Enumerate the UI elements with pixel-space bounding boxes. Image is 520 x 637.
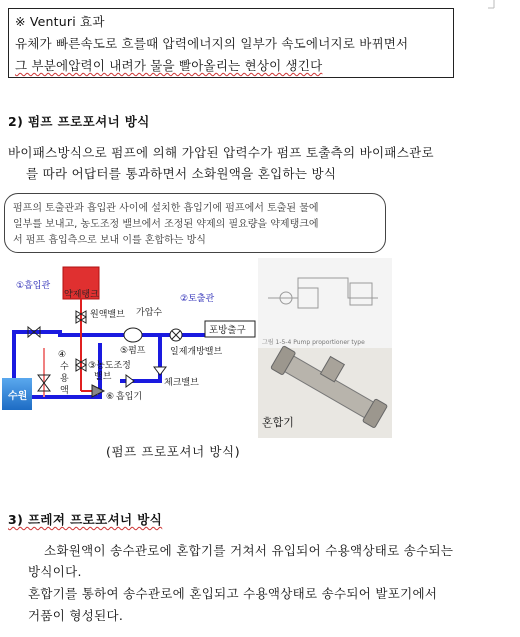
section3-para1-line-2: 방식이다.	[28, 564, 82, 579]
discharge-pipe-label: ②토출관	[180, 294, 215, 304]
venturi-note-box	[8, 8, 454, 78]
pump-label: ⑤펌프	[120, 346, 146, 356]
mixing-liquid-label-4: 액	[60, 386, 69, 396]
mixer-photo	[258, 258, 392, 438]
mixer-label: 혼합기	[262, 416, 294, 429]
section3-para2-line-2: 거품이 형성된다.	[28, 608, 124, 623]
callout-line-3: 서 펌프 흡입측으로 보내 이를 혼합하는 방식	[13, 235, 206, 246]
section2-heading: 2) 펌프 프로포셔너 방식	[8, 114, 150, 129]
inductor-num-label: ⑥	[106, 392, 115, 402]
note-line-2: 유체가 빠른속도로 흐를때 압력에너지의 일부가 속도에너지로 바뀌면서	[15, 36, 409, 51]
water-source-label: 수원	[8, 391, 28, 402]
callout-line-2: 일부를 보내고, 농도조정 밸브에서 조정된 약제의 필요량을 약제탱크에	[13, 219, 319, 230]
concentration-valve-label-1: ③농도조정	[88, 361, 131, 371]
mixing-liquid-label-3: 용	[60, 374, 69, 384]
source-valve-label: 원액밸브	[90, 310, 125, 320]
section2-para-line-2: 를 따라 어답터를 통과하면서 소화원액을 혼입하는 방식	[26, 166, 337, 181]
pressurized-water-label: 가압수	[136, 308, 163, 318]
check-valve-label: 체크밸브	[164, 378, 199, 388]
mixing-liquid-label-1: ④	[58, 350, 67, 360]
note-line-1: ※ Venturi 효과	[15, 14, 105, 29]
pump-icon	[124, 328, 142, 342]
note-line-3: 그 부분에압력이 내려가 물을 빨아올리는 현상이 생긴다	[15, 58, 323, 73]
page-corner-mark	[486, 0, 520, 14]
deluge-valve-label: 일제개방밸브	[170, 347, 223, 357]
suction-pipe-label: ①흡입관	[16, 281, 51, 291]
diagram-caption: (펌프 프로포셔너 방식)	[106, 444, 241, 459]
pump-arrow-icon	[126, 375, 134, 387]
check-valve-icon	[154, 367, 166, 375]
photo-caption: 그림 1-5-4 Pump proportioner type	[262, 339, 365, 346]
callout-box	[4, 193, 386, 253]
foam-tank-label: 약제탱크	[64, 290, 99, 300]
section3-heading: 3) 프레져 프로포셔너 방식	[8, 512, 163, 527]
section2-para-line-1: 바이패스방식으로 펌프에 의해 가압된 압력수가 펌프 토출측의 바이패스관로	[8, 145, 434, 160]
bypass-pipe-line	[120, 335, 160, 381]
section3-para1-line-1: 소화원액이 송수관로에 혼합기를 거쳐서 유입되어 수용액상태로 송수되는	[44, 543, 454, 558]
callout-line-1: 펌프의 토출관과 흡입관 사이에 설치한 흡입기에 펌프에서 토출된 물에	[13, 203, 319, 214]
inductor-label: 흡입기	[116, 392, 143, 402]
foam-outlet-label: 포방출구	[209, 325, 246, 336]
concentration-valve-label-2: 밸브	[94, 372, 112, 382]
section3-para2-line-1: 혼합기를 통하여 송수관로에 혼입되고 수용액상태로 송수되어 발포기에서	[28, 586, 438, 601]
mixing-liquid-label-2: 수	[60, 362, 69, 372]
pump-proportioner-diagram	[0, 255, 256, 435]
